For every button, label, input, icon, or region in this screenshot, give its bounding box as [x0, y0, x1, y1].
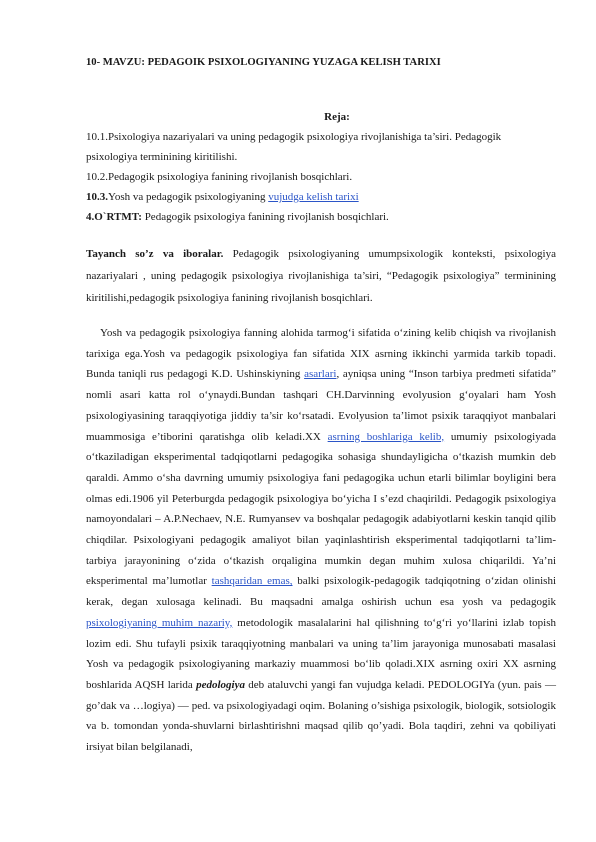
body-text: , ayniqsa uning “Inson tarbiya predmeti sifatida” nomli asari katta rol o‘ynaydi.Bundan tashqari CH.Darvinning evolyusion g‘oyalari ham Yosh psixologiyasining taraqqiyotiga jiddiy ta’sir ko‘rsatadi. Evolyusion ta’limot psixik taraqqiyot manbalari muammosiga e’tiborini qaratishga olib keladi.XX [86, 368, 556, 443]
plan-item-text: psixologiya terminining kiritilishi. [86, 151, 238, 163]
emphasized-term: pedologiya [196, 678, 245, 691]
body-text: Yosh va pedagogik psixologiya fanning alohida tarmog‘i sifatida o‘zining kelib chiqish va rivojlanish tarixiga ega.Yosh va pedagogik psixologiya fan sifatida XIX asrning ikkinchi yarmida tarkib topadi. Bunda taniqli rus pedagogi K.D. Ushinskiyning [86, 327, 556, 381]
key-terms-text: Pedagogik psixologiyaning umumpsixologik konteksti, psixologiya nazariyalari , uning pedagogik psixologiya rivojlanishiga ta’siri, “Pedagogik psixologiya” terminining kiritilishi,pedagogik psixologiya fanining rivojlanish bosqichlari. [86, 248, 556, 304]
plan-item [86, 207, 556, 227]
body-text: balki psixologik-pedagogik tadqiqotning o‘zidan olinishi kerak, degan xulosaga kelinadi. Bu maqsadni amalga oshirish uchun esa yosh va pedagogik [86, 575, 556, 609]
body-paragraph [86, 323, 556, 758]
plan-item [86, 147, 556, 167]
plan-item-text: Yosh va pedagogik psixologiyaning [108, 191, 269, 203]
plan-heading: Reja: [324, 111, 350, 123]
body-link[interactable]: asarlari [304, 368, 337, 381]
plan-item-number: 10.3. [86, 191, 108, 203]
body-text: deb ataluvchi yangi fan vujudga keladi. PEDOLOGIYa (yun. pais — go’dak va …logiya) — ped. va psixologiyadagi oqim. Bolaning o’sishiga psixologik, biologik, sotsiologik va b. tomondan yonda-shuvlarni birlashtirishni maqsad qilib qo’yadi. Bola taqdiri, zehni va qobiliyati irsiyat bilan belgilanadi, [86, 678, 557, 754]
body-link[interactable]: asrning boshlariga kelib, [327, 430, 445, 443]
plan-item-number: 4.O`RTMT: [86, 211, 142, 223]
plan-item-link[interactable]: vujudga kelish tarixi [268, 191, 359, 203]
plan-item-text: Pedagogik psixologiya fanining rivojlanish bosqichlari. [141, 211, 389, 223]
body-text: metodologik masalalarini hal qilishning to‘g‘ri yo‘llarini izlab topish lozim edi. Shu tufayli psixik taraqqiyotning manbalari va uning ta’lim jarayoniga munosabati masalasi Yosh va pedagogik psixologiyaning markaziy muammosi bo‘lib qoladi.XIX asrning oxiri XX asrning boshlarida AQSH larida [86, 616, 556, 691]
key-terms-paragraph [86, 243, 556, 309]
plan-item [86, 187, 556, 207]
plan-item-text: 10.2.Pedagogik psixologiya fanining rivojlanish bosqichlari. [86, 171, 353, 183]
plan-item-text: 10.1.Psixologiya nazariyalari va uning pedagogik psixologiya rivojlanishiga ta’siri. Pedagogik [86, 131, 502, 143]
plan-item [86, 167, 556, 187]
plan-list [86, 127, 556, 227]
body-text: umumiy psixologiyada o‘tkaziladigan eksperimental tadqiqotlarni pedagogika sohasiga shundayligicha o‘tkazish mumkin deb qaraldi. Ammo o‘sha davrning umumiy psixologiya fani pedagogika uchun etarli bilimlar boyligini bera olmas edi.1906 yil Peterburgda pedagogik psixologiya bo‘yicha I s’ezd chaqirildi. Pedagogik psixologiya namoyondalari – A.P.Nechaev, N.E. Rumyansev va boshqalar pedagogik adabiyotlarni keskin tanqid qilib chiqdilar. Psixologiyani pedagogik amaliyot bilan yaqinlashtirish eksperimental tadqiqotlarni ta’lim-tarbiya jarayonining o‘zida o‘tkazish orqaligina mumkin degan muhim xulosa chiqarildi. Ya’ni eksperimental ma’lumotlar [86, 430, 556, 588]
body-link[interactable]: tashqaridan emas, [211, 575, 293, 588]
key-terms-heading: Tayanch so’z va iboralar. [86, 248, 224, 260]
document-page [86, 56, 556, 758]
document-title: 10- MAVZU: PEDAGOIK PSIXOLOGIYANING YUZAGA KELISH TARIXI [86, 57, 441, 68]
plan-item [86, 127, 556, 147]
body-link[interactable]: psixologiyaning muhim nazariy, [86, 616, 233, 629]
